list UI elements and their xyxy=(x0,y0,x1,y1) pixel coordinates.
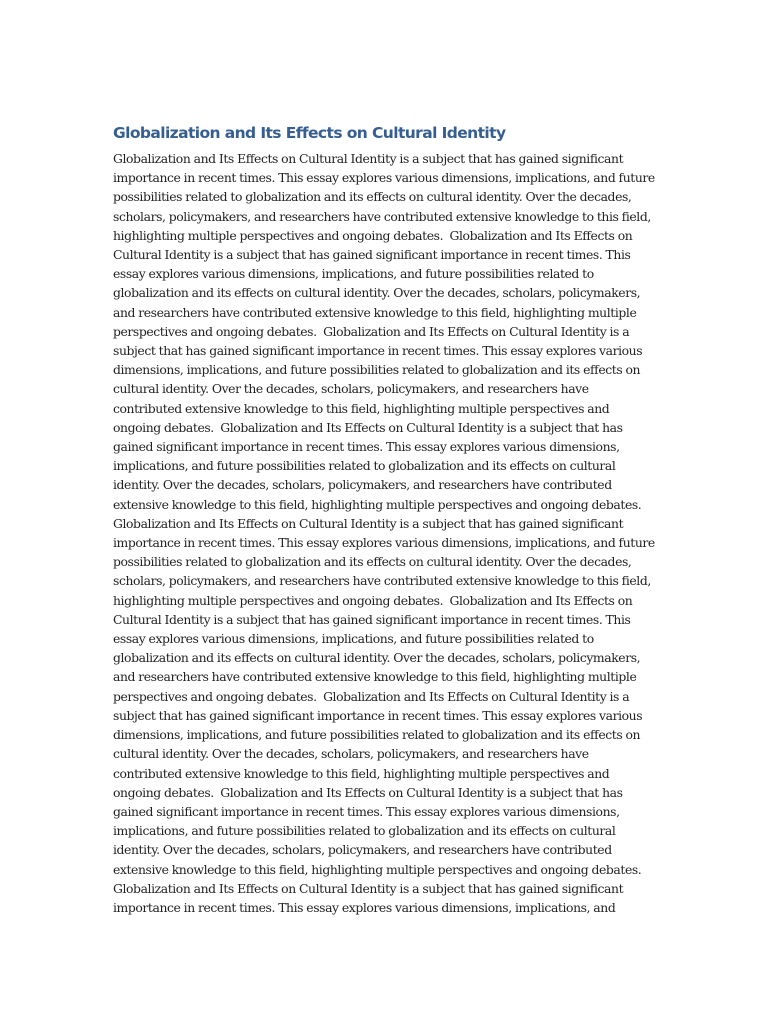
document-title: Globalization and Its Effects on Cultural Identity xyxy=(113,124,506,142)
document-body-paragraph: Globalization and Its Effects on Cultural Identity is a subject that has gained significant importance in recent times. This essay explores various dimensions, implications, and future possibilities related to globalization and its effects on cultural identity. Over the decades, scholars, policymakers, and researchers have contributed extensive knowledge to this field, highlighting multiple perspectives and ongoing debates. Globalization and Its Effects on Cultural Identity is a subject that has gained significant importance in recent times. This essay explores various dimensions, implications, and future possibilities related to globalization and its effects on cultural identity. Over the decades, scholars, policymakers, and researchers have contributed extensive knowledge to this field, highlighting multiple perspectives and ongoing debates. Globalization and Its Effects on Cultural Identity is a subject that has gained significant importance in recent times. This essay explores various dimensions, implications, and future possibilities related to globalization and its effects on cultural identity. Over the decades, scholars, policymakers, and researchers have contributed extensive knowledge to this field, highlighting multiple perspectives and ongoing debates. Globalization and Its Effects on Cultural Identity is a subject that has gained significant importance in recent times. This essay explores various dimensions, implications, and future possibilities related to globalization and its effects on cultural identity. Over the decades, scholars, policymakers, and researchers have contributed extensive knowledge to this field, highlighting multiple perspectives and ongoing debates. Globalization and Its Effects on Cultural Identity is a subject that has gained significant importance in recent times. This essay explores various dimensions, implications, and future possibilities related to globalization and its effects on cultural identity. Over the decades, scholars, policymakers, and researchers have contributed extensive knowledge to this field, highlighting multiple perspectives and ongoing debates. Globalization and Its Effects on Cultural Identity is a subject that has gained significant importance in recent times. This essay explores various dimensions, implications, and future possibilities related to globalization and its effects on cultural identity. Over the decades, scholars, policymakers, and researchers have contributed extensive knowledge to this field, highlighting multiple perspectives and ongoing debates. Globalization and Its Effects on Cultural Identity is a subject that has gained significant importance in recent times. This essay explores various dimensions, implications, and future possibilities related to globalization and its effects on cultural identity. Over the decades, scholars, policymakers, and researchers have contributed extensive knowledge to this field, highlighting multiple perspectives and ongoing debates. Globalization and Its Effects on Cultural Identity is a subject that has gained significant importance in recent times. This essay explores various dimensions, implications, and future possibilities related to globalization and its effects on cultural identity. Over the decades, scholars, policymakers, and researchers have contributed extensive knowledge to this field, highlighting multiple perspectives and ongoing debates. Globalization and Its Effects on Cultural Identity is a subject that has gained significant importance in recent times. This essay explores various dimensions, implications, and xyxy=(113,151,659,915)
